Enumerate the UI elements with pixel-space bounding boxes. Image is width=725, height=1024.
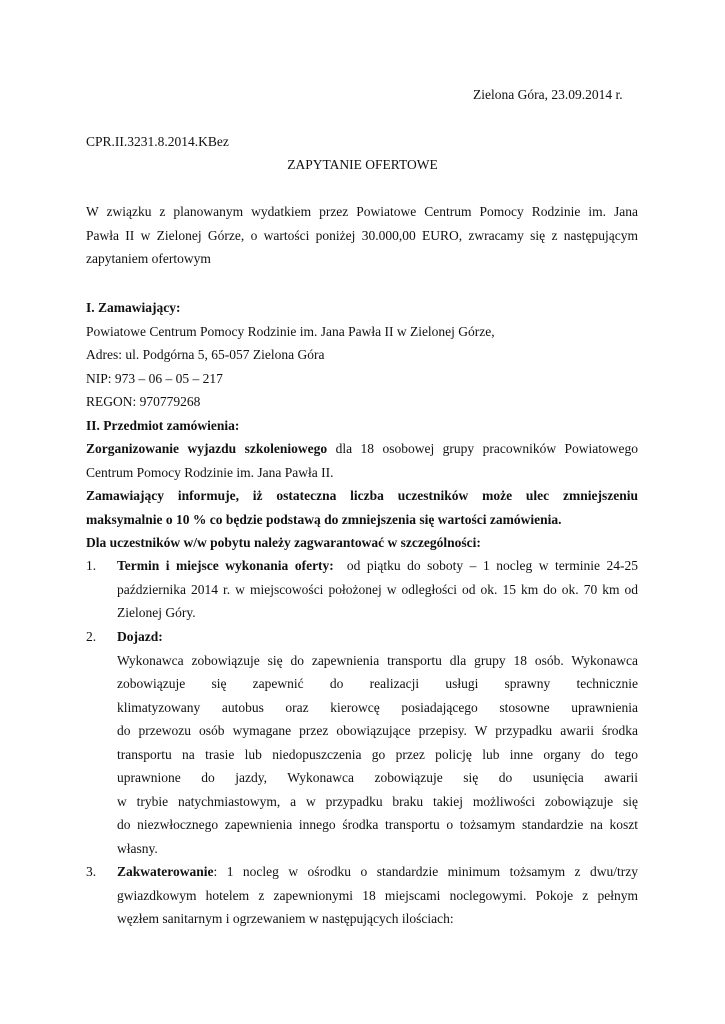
- subject-line: Centrum Pomocy Rodzinie im. Jana Pawła II.: [86, 464, 334, 480]
- guarantee-line: Dla uczestników w/w pobytu należy zagwarantować w szczególności:: [86, 535, 481, 550]
- item-line: do niezwłocznego zapewnienia innego środka transportu o tożsamym standardzie na koszt: [117, 817, 638, 832]
- list-item: [86, 860, 638, 932]
- item-label: Dojazd:: [117, 629, 163, 644]
- list-number: 3.: [86, 864, 97, 879]
- authority-name: Powiatowe Centrum Pomocy Rodzinie im. Jana Pawła II w Zielonej Górze,: [86, 323, 495, 339]
- list-item: [86, 625, 638, 861]
- item-line: października 2014 r. w miejscowości położonej w odległości od ok. 15 km do ok. 70 km od: [117, 581, 638, 597]
- intro-line: Pawła II w Zielonej Górze, o wartości poniżej 30.000,00 EURO, zwracamy się z następującym: [86, 227, 638, 243]
- list-number: 2.: [86, 629, 97, 644]
- section-heading: II. Przedmiot zamówienia:: [86, 417, 240, 433]
- section-heading: I. Zamawiający:: [86, 300, 181, 315]
- item-line: własny.: [117, 840, 158, 856]
- item-line: Termin i miejsce wykonania oferty: od piątku do soboty – 1 nocleg w terminie 24-25: [117, 558, 638, 573]
- item-line: uprawnione do jazdy, Wykonawca zobowiązuje się do usunięcia awarii: [117, 770, 638, 785]
- item-line: gwiazdkowym hotelem z zapewnionymi 18 miejscami noclegowymi. Pokoje z pełnym: [117, 887, 638, 903]
- item-line: klimatyzowany autobus oraz kierowcę posiadającego stosowne uprawnienia: [117, 699, 638, 715]
- list-number: 1.: [86, 558, 97, 573]
- intro-line: zapytaniem ofertowym: [86, 251, 211, 266]
- item-line: Wykonawca zobowiązuje się do zapewnienia transportu dla grupy 18 osób. Wykonawca: [117, 652, 638, 668]
- item-line: zobowiązuje się zapewnić do realizacji usługi sprawny technicznie: [117, 676, 638, 691]
- place-date: Zielona Góra, 23.09.2014 r.: [473, 87, 623, 102]
- item-line: w trybie natychmiastowym, a w przypadku braku takiej możliwości zobowiązuje się: [117, 793, 638, 809]
- authority-nip: NIP: 973 – 06 – 05 – 217: [86, 370, 223, 386]
- section-contracting-authority: [86, 296, 638, 555]
- notice-line: Zamawiający informuje, iż ostateczna liczba uczestników może ulec zmniejszeniu: [86, 488, 638, 503]
- item-line: Zakwaterowanie: 1 nocleg w ośrodku o standardzie minimum tożsamym z dwu/trzy: [117, 864, 638, 879]
- item-line: węzłem sanitarnym i ogrzewaniem w następujących ilościach:: [117, 911, 454, 926]
- authority-regon: REGON: 970779268: [86, 394, 201, 409]
- item-line: do przewozu osób wymagane przez obowiązujące przepisy. W przypadku awarii środka: [117, 723, 638, 738]
- document-title: ZAPYTANIE OFERTOWE: [287, 157, 438, 172]
- intro-paragraph: [86, 200, 638, 271]
- notice-line: maksymalnie o 10 % co będzie podstawą do zmniejszenia się wartości zamówienia.: [86, 511, 562, 527]
- subject-line: Zorganizowanie wyjazdu szkoleniowego dla 18 osobowej grupy pracowników Powiatowego: [86, 441, 639, 456]
- authority-address: Adres: ul. Podgórna 5, 65-057 Zielona Góra: [86, 347, 325, 362]
- item-line: Zielonej Góry.: [117, 605, 196, 620]
- reference-number: CPR.II.3231.8.2014.KBez: [86, 134, 229, 149]
- item-line: transportu na trasie lub niedopuszczenia go przez policję lub inne organy do tego: [117, 746, 638, 762]
- list-item: [86, 554, 638, 626]
- intro-line: W związku z planowanym wydatkiem przez Powiatowe Centrum Pomocy Rodzinie im. Jana: [86, 204, 638, 219]
